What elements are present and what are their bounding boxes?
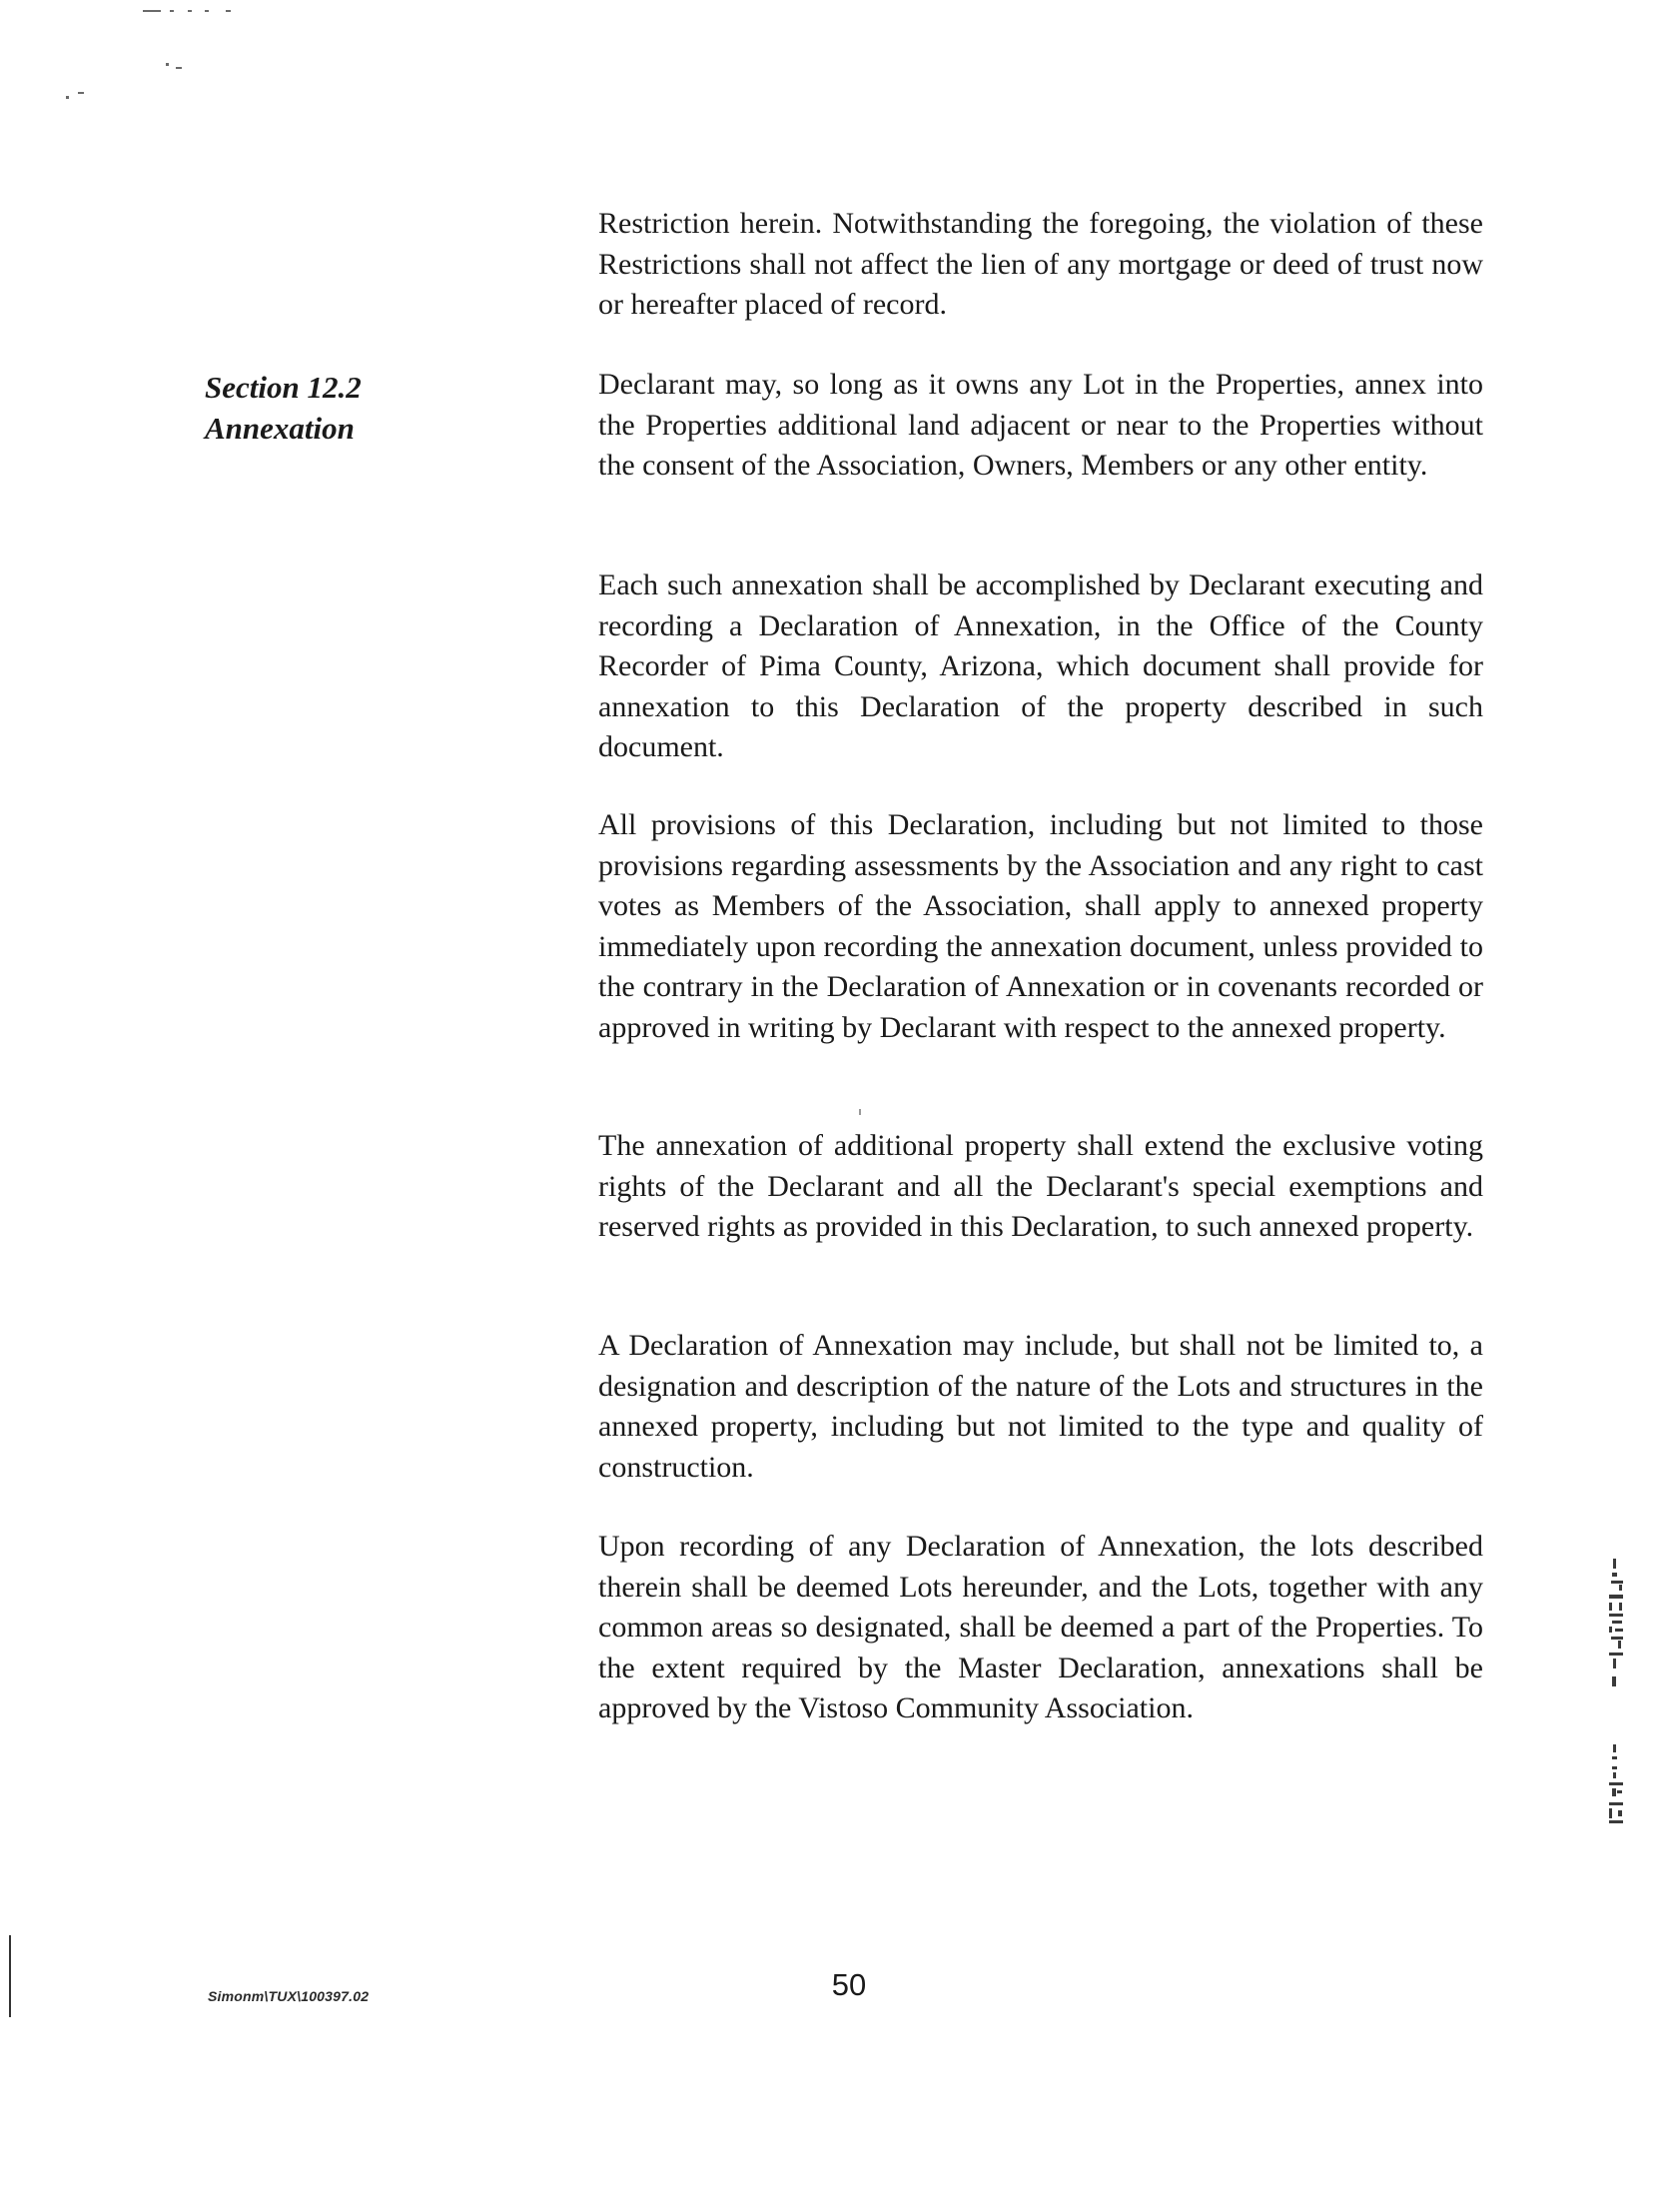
paragraph: A Declaration of Annexation may include, but shall not be limited to, a designation and description of the nature of the Lots and structures in the annexed property, including but not limited to the type and quality of construction. bbox=[598, 1329, 1483, 1484]
paragraph: Upon recording of any Declaration of Annexation, the lots described therein shall be deemed Lots hereunder, and the Lots, together with any common areas so designated, shall be deemed a part of the Properties. To the extent required by the Master Declaration, annexations shall be approved by the Vistoso Community Association. bbox=[598, 1530, 1483, 1724]
scan-artifact bbox=[226, 10, 231, 12]
paragraph: Restriction herein. Notwithstanding the foregoing, the violation of these Restrictions shall not affect the lien of any mortgage or deed of trust now or hereafter placed of record. bbox=[598, 207, 1483, 321]
scan-artifact bbox=[859, 1109, 861, 1115]
scan-artifact bbox=[205, 10, 209, 12]
scan-artifact bbox=[166, 63, 169, 66]
section-number: Section 12.2 bbox=[205, 370, 362, 405]
scan-artifact bbox=[78, 92, 84, 94]
scan-artifact bbox=[143, 10, 161, 12]
paragraph: Each such annexation shall be accomplished by Declarant executing and recording a Declaration of Annexation, in the Office of the County Recorder of Pima County, Arizona, which document shall provide for annexation to this Declaration of the property described in such document. bbox=[598, 568, 1483, 763]
binding-mark bbox=[9, 1935, 11, 2017]
paragraph: The annexation of additional property shall extend the exclusive voting rights of the Declarant and all the Declarant's special exemptions and reserved rights as provided in this Declaration, to such annexed property. bbox=[598, 1129, 1483, 1243]
recording-barcode-image bbox=[1603, 1559, 1631, 1898]
scan-artifact bbox=[66, 96, 69, 99]
page-number: 50 bbox=[831, 1967, 867, 2002]
paragraph: Declarant may, so long as it owns any Lot in the Properties, annex into the Properties additional land adjacent or near to the Properties without the consent of the Association, Owners, Members or any other entity. bbox=[598, 368, 1483, 482]
scan-artifact bbox=[176, 67, 182, 69]
footer-file-id: Simonm\TUX\100397.02 bbox=[208, 1988, 370, 2004]
paragraph: All provisions of this Declaration, including but not limited to those provisions regarding assessments by the Association and any right to cast votes as Members of the Association, shall apply to annexed property immediately upon recording the annexation document, unless provided to the contrary in the Declaration of Annexation or in covenants recorded or approved in writing by Declarant with respect to the annexed property. bbox=[598, 808, 1483, 1044]
scan-artifact bbox=[170, 10, 174, 12]
scan-artifact bbox=[188, 10, 192, 12]
section-title: Annexation bbox=[205, 411, 355, 446]
section-heading bbox=[205, 367, 362, 449]
